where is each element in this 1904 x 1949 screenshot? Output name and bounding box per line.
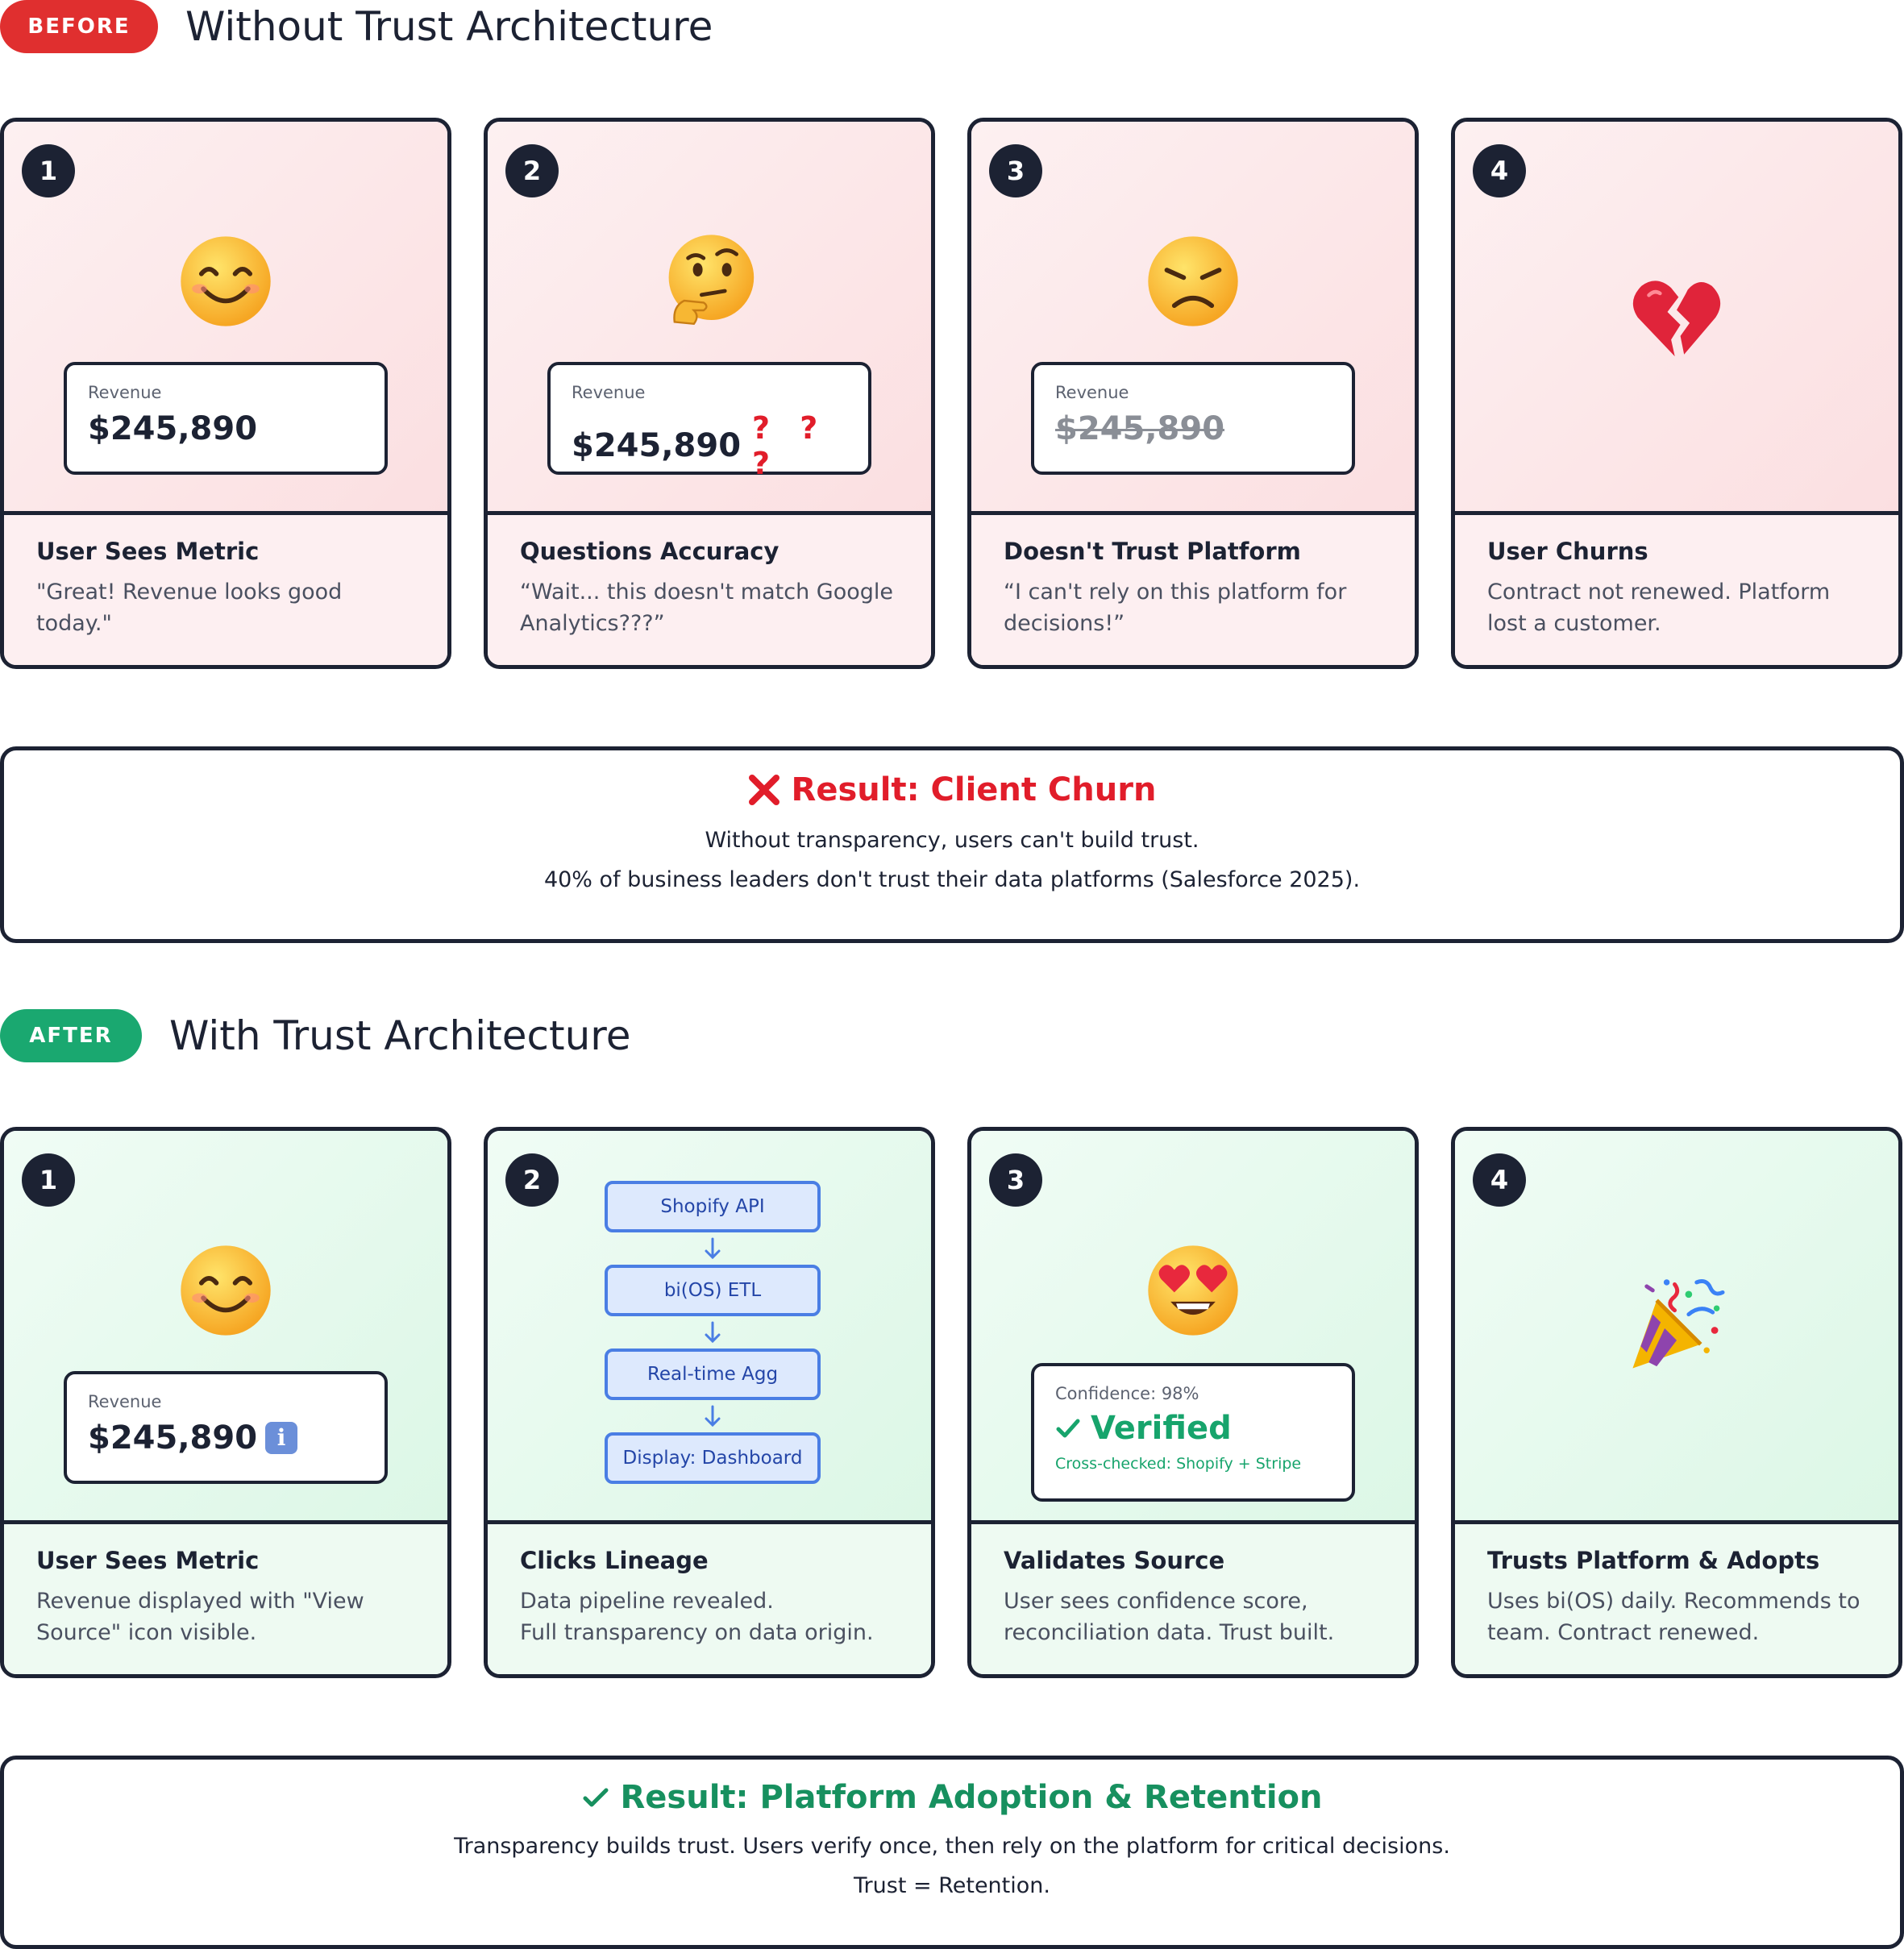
- after-steps: [0, 1127, 1904, 1678]
- step-title: Questions Accuracy: [520, 538, 779, 565]
- verified-label: Verified: [1091, 1410, 1232, 1447]
- step-title: Clicks Lineage: [520, 1547, 709, 1574]
- smiling-face-icon: [179, 235, 272, 331]
- step-description: Contract not renewed. Platform lost a customer.: [1487, 580, 1831, 636]
- result-line-2: 40% of business leaders don't trust their data platforms (Salesforce 2025).: [543, 867, 1361, 892]
- smiling-face-icon: [179, 1244, 272, 1340]
- after-section-title: With Trust Architecture: [169, 1012, 631, 1059]
- lineage-diagram: [605, 1181, 821, 1484]
- party-popper-icon: [1627, 1274, 1727, 1378]
- before-section-title: Without Trust Architecture: [185, 3, 713, 50]
- metric-value: $245,890: [572, 427, 742, 464]
- before-header: [0, 0, 713, 53]
- metric-label: Revenue: [88, 1392, 162, 1411]
- confidence-card: [1031, 1363, 1355, 1502]
- after-badge: AFTER: [0, 1009, 142, 1062]
- result-line-1: Without transparency, users can't build trust.: [705, 828, 1199, 853]
- after-step-1-card: [0, 1127, 451, 1678]
- metric-value: $245,890: [88, 1419, 258, 1457]
- metric-value: $245,890: [88, 410, 258, 447]
- revenue-metric-card: [1031, 362, 1355, 475]
- step-title: User Sees Metric: [36, 1547, 260, 1574]
- step-description: "Great! Revenue looks good today.": [36, 580, 343, 636]
- before-result-box: [0, 746, 1904, 943]
- metric-value-struck: $245,890: [1055, 410, 1225, 447]
- step-description: Revenue displayed with "View Source" icon visible.: [36, 1589, 364, 1645]
- before-step-3-card: [967, 118, 1419, 669]
- metric-label: Revenue: [1055, 383, 1129, 402]
- lineage-node-display[interactable]: Display: Dashboard: [605, 1432, 821, 1484]
- confidence-score: Confidence: 98%: [1055, 1384, 1199, 1403]
- revenue-metric-card: [64, 362, 388, 475]
- step-description: “I can't rely on this platform for decisions!”: [1004, 580, 1347, 636]
- down-arrow-icon: [605, 1232, 821, 1265]
- step-number-badge: 3: [989, 1153, 1042, 1207]
- down-arrow-icon: [605, 1400, 821, 1432]
- checkmark-icon: [1055, 1416, 1081, 1440]
- lineage-node-etl[interactable]: bi(OS) ETL: [605, 1265, 821, 1316]
- step-number-badge: 1: [22, 1153, 75, 1207]
- step-title: Doesn't Trust Platform: [1004, 538, 1301, 565]
- before-steps: [0, 118, 1904, 669]
- after-result-box: [0, 1756, 1904, 1949]
- step-title: User Sees Metric: [36, 538, 260, 565]
- step-description: Data pipeline revealed. Full transparency on data origin.: [520, 1589, 874, 1645]
- revenue-metric-card: [547, 362, 871, 481]
- before-badge: BEFORE: [0, 0, 158, 53]
- after-header: [0, 1009, 631, 1062]
- disappointed-face-icon: [1146, 235, 1240, 331]
- step-number-badge: 3: [989, 144, 1042, 197]
- step-title: User Churns: [1487, 538, 1648, 565]
- info-icon[interactable]: i: [265, 1422, 297, 1454]
- checkmark-icon: [582, 1785, 609, 1810]
- down-arrow-icon: [605, 1316, 821, 1349]
- step-number-badge: 4: [1473, 1153, 1526, 1207]
- before-step-1-card: [0, 118, 451, 669]
- after-step-4-card: [1451, 1127, 1902, 1678]
- metric-label: Revenue: [88, 383, 162, 402]
- before-step-4-card: [1451, 118, 1902, 669]
- after-step-3-card: [967, 1127, 1419, 1678]
- result-title: Result: Platform Adoption & Retention: [620, 1779, 1323, 1816]
- question-marks: ? ? ?: [752, 410, 828, 481]
- broken-heart-icon: [1630, 275, 1723, 365]
- cross-checked-sources: Cross-checked: Shopify + Stripe: [1055, 1455, 1302, 1473]
- step-number-badge: 2: [505, 144, 559, 197]
- step-number-badge: 2: [505, 1153, 559, 1207]
- heart-eyes-face-icon: [1146, 1244, 1240, 1340]
- step-description: Uses bi(OS) daily. Recommends to team. Contract renewed.: [1487, 1589, 1860, 1645]
- thinking-face-icon: [661, 233, 758, 333]
- step-number-badge: 1: [22, 144, 75, 197]
- lineage-node-aggregation[interactable]: Real-time Agg: [605, 1349, 821, 1400]
- result-line-2: Trust = Retention.: [854, 1873, 1050, 1898]
- step-title: Trusts Platform & Adopts: [1487, 1547, 1820, 1574]
- step-number-badge: 4: [1473, 144, 1526, 197]
- step-title: Validates Source: [1004, 1547, 1225, 1574]
- x-mark-icon: [748, 774, 780, 806]
- revenue-metric-card: [64, 1371, 388, 1484]
- result-title: Result: Client Churn: [791, 771, 1157, 808]
- metric-label: Revenue: [572, 383, 646, 402]
- lineage-node-source[interactable]: Shopify API: [605, 1181, 821, 1232]
- step-description: User sees confidence score, reconciliation data. Trust built.: [1004, 1589, 1335, 1645]
- after-step-2-card: [484, 1127, 935, 1678]
- before-step-2-card: [484, 118, 935, 669]
- step-description: “Wait... this doesn't match Google Analytics???”: [520, 580, 893, 636]
- result-line-1: Transparency builds trust. Users verify once, then rely on the platform for critical decisions.: [454, 1834, 1450, 1859]
